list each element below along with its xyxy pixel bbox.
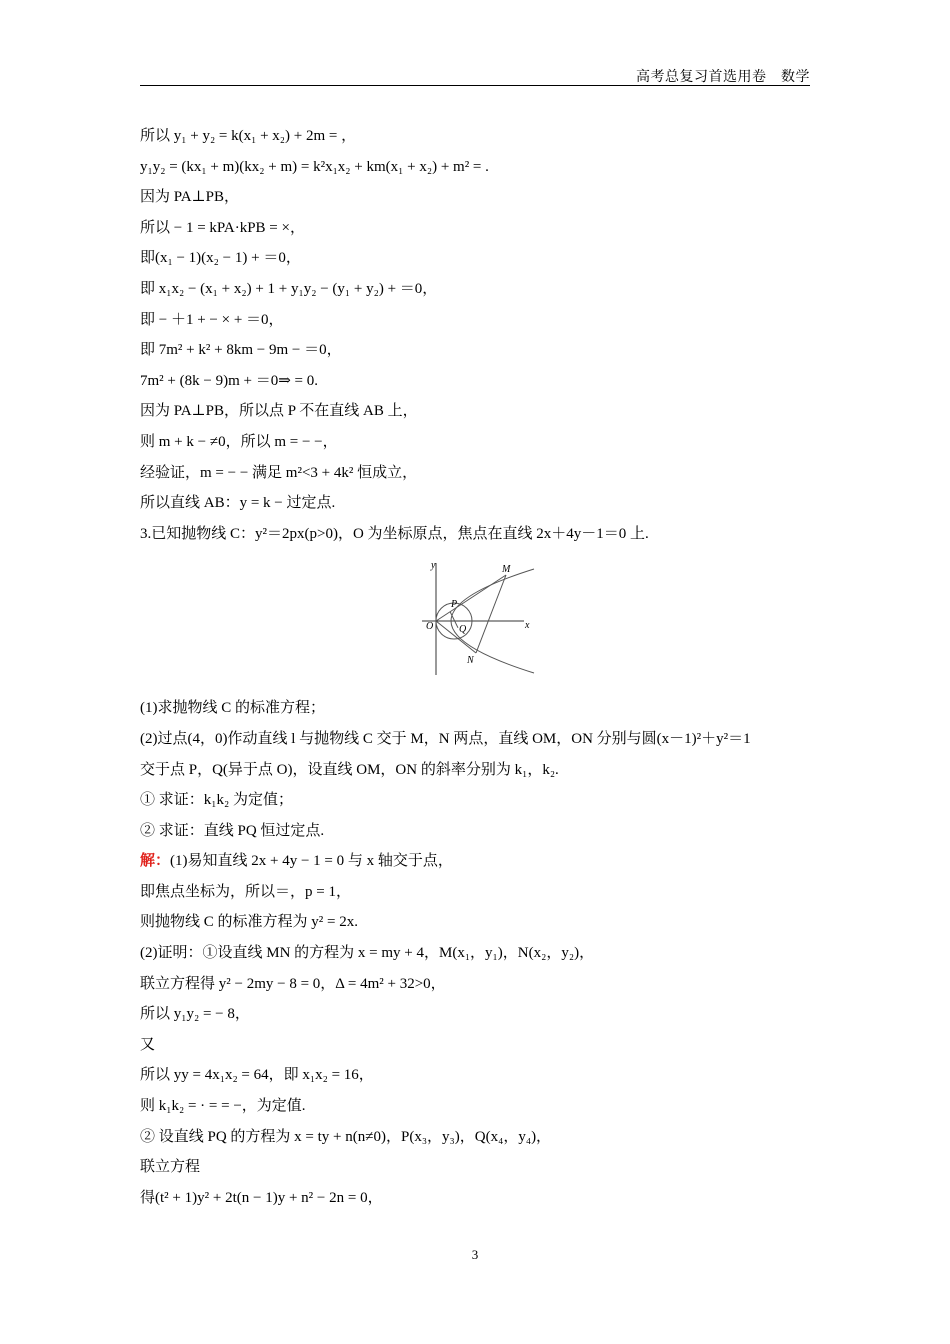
text-line: (2)证明：①设直线 MN 的方程为 x = my + 4，M(x₁，y₁)，N(x₂，y₂)， bbox=[140, 945, 595, 962]
solution-first-line bbox=[140, 846, 830, 877]
header-rule bbox=[140, 85, 810, 86]
text-line: y₁y₂ = (kx₁ + m)(kx₂ + m) = k²x₁x₂ + km(x₁ + x₂) + m² = . bbox=[140, 158, 489, 175]
line-on bbox=[436, 621, 476, 653]
label-p: P bbox=[451, 599, 458, 611]
label-n: N bbox=[467, 655, 474, 667]
text-line: 得(t² + 1)y² + 2t(n − 1)y + n² − 2n = 0， bbox=[140, 1189, 383, 1206]
text-line: 所以直线 AB：y = k − 过定点. bbox=[140, 495, 336, 512]
problem-statement: 3.已知抛物线 C：y²＝2px(p>0)，O 为坐标原点，焦点在直线 2x＋4y－1＝0 上. bbox=[140, 525, 649, 542]
text-line: 即 − ＋1 + − × + ＝0， bbox=[140, 311, 284, 328]
text-line: 联立方程得 y² − 2my − 8 = 0，Δ = 4m² + 32>0， bbox=[140, 975, 446, 992]
text-line: 所以 − 1 = kPA·kPB = ×， bbox=[140, 219, 305, 236]
text-line: 所以 yy = 4x₁x₂ = 64，即 x₁x₂ = 16， bbox=[140, 1067, 374, 1084]
text-line: 7m² + (8k − 9)m + ＝0⇒ = 0. bbox=[140, 372, 318, 389]
text-line: 所以 y₁y₂ = − 8， bbox=[140, 1006, 250, 1023]
text-line: (2)过点(4，0)作动直线 l 与抛物线 C 交于 M，N 两点，直线 OM，ON 分别与圆(x－1)²＋y²＝1 bbox=[140, 730, 751, 747]
label-y: y bbox=[431, 560, 436, 572]
text-line: 经验证，m = − − 满足 m²<3 + 4k² 恒成立， bbox=[140, 464, 418, 481]
text-line: 联立方程 bbox=[140, 1159, 201, 1176]
text-line: 所以 y₁ + y₂ = k(x₁ + x₂) + 2m = ， bbox=[140, 128, 357, 144]
label-m: M bbox=[502, 564, 511, 576]
text-line: 则 m + k − ≠0，所以 m = − −， bbox=[140, 433, 338, 450]
text-line: 因为 PA⊥PB， bbox=[140, 189, 240, 206]
text-line: 即(x₁ − 1)(x₂ − 1) + ＝0， bbox=[140, 250, 301, 267]
solution-label: 解： bbox=[140, 853, 171, 870]
text-line: 则抛物线 C 的标准方程为 y² = 2x. bbox=[140, 914, 358, 931]
text-line: 则 k₁k₂ = · = = −，为定值. bbox=[140, 1098, 306, 1115]
solution-text: (1)易知直线 2x + 4y − 1 = 0 与 x 轴交于点， bbox=[170, 853, 453, 870]
label-x: x bbox=[525, 620, 530, 632]
document-body bbox=[140, 121, 830, 1213]
text-line: ② 求证：直线 PQ 恒过定点. bbox=[140, 822, 325, 839]
text-line: 因为 PA⊥PB，所以点 P 不在直线 AB 上， bbox=[140, 403, 418, 420]
label-o: O bbox=[426, 621, 434, 633]
text-line: ① 求证：k₁k₂ 为定值； bbox=[140, 792, 293, 809]
text-line: 交于点 P，Q(异于点 O)，设直线 OM，ON 的斜率分别为 k₁，k₂. bbox=[140, 761, 559, 778]
text-line: 即 7m² + k² + 8km − 9m − ＝0， bbox=[140, 342, 342, 359]
text-line: 又 bbox=[140, 1036, 156, 1053]
text-line: 即焦点坐标为，所以＝，p = 1， bbox=[140, 883, 351, 900]
page-header-title: 高考总复习首选用卷 数学 bbox=[636, 70, 810, 85]
text-line: (1)求抛物线 C 的标准方程； bbox=[140, 700, 325, 717]
text-line: ② 设直线 PQ 的方程为 x = ty + n(n≠0)，P(x₃，y₃)，Q(x₄，y₄)， bbox=[140, 1128, 552, 1145]
parabola-figure bbox=[140, 557, 830, 683]
label-q: Q bbox=[459, 624, 467, 636]
text-line: 即 x₁x₂ − (x₁ + x₂) + 1 + y₁y₂ − (y₁ + y₂) + ＝0， bbox=[140, 280, 438, 297]
line-mn bbox=[476, 575, 506, 653]
page-number: 3 bbox=[471, 1247, 479, 1262]
parabola-diagram bbox=[416, 557, 546, 681]
